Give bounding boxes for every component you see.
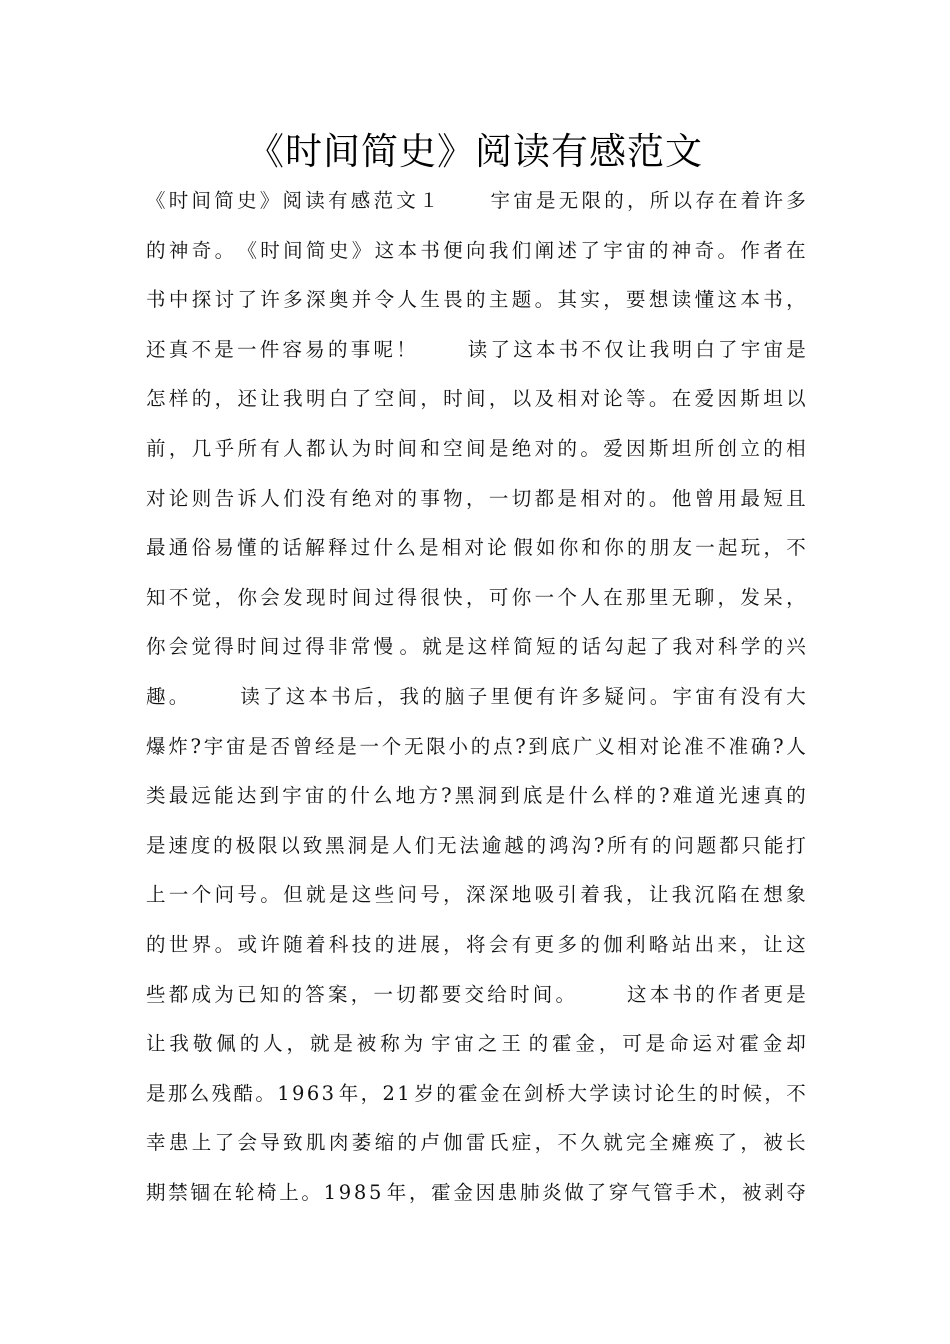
text-line: 前 ， 几 乎 所 有 人 都 认 为 时 间 和 空 间 是 绝 对 的 。 爱 因 斯 坦 所 创 立 的 相: [146, 436, 806, 460]
text-line: 是 那 么 残 酷 。 1 9 6 3 年 ， 2 1 岁 的 霍 金 在 剑 桥 大 学 读 讨 论 生 的 时 候 ， 不: [146, 1081, 806, 1105]
text-line: 些 都 成 为 已 知 的 答 案 ， 一 切 都 要 交 给 时 间 。 这 本 书 的 作 者 更 是: [146, 982, 806, 1006]
text-line: 期 禁 锢 在 轮 椅 上 。 1 9 8 5 年 ， 霍 金 因 患 肺 炎 做 了 穿 气 管 手 术 ， 被 剥 夺: [146, 1180, 806, 1204]
text-line: 上 一 个 问 号 。 但 就 是 这 些 问 号 ， 深 深 地 吸 引 着 我 ， 让 我 沉 陷 在 想 象: [146, 883, 806, 907]
text-line: 你 会 觉 得 时 间 过 得 非 常 慢 。 就 是 这 样 简 短 的 话 勾 起 了 我 对 科 学 的 兴: [146, 635, 806, 659]
text-line: 爆 炸 ? 宇 宙 是 否 曾 经 是 一 个 无 限 小 的 点 ? 到 底 广 义 相 对 论 准 不 准 确 ? 人: [146, 734, 806, 758]
text-line: 是 速 度 的 极 限 以 致 黑 洞 是 人 们 无 法 逾 越 的 鸿 沟 ? 所 有 的 问 题 都 只 能 打: [146, 833, 806, 857]
text-line: 最 通 俗 易 懂 的 话 解 释 过 什 么 是 相 对 论 假 如 你 和 你 的 朋 友 一 起 玩 ， 不: [146, 536, 806, 560]
text-line: 还 真 不 是 一 件 容 易 的 事 呢 ！ 读 了 这 本 书 不 仅 让 我 明 白 了 宇 宙 是: [146, 337, 806, 361]
text-line: 让 我 敬 佩 的 人 ， 就 是 被 称 为 宇 宙 之 王 的 霍 金 ， 可 是 命 运 对 霍 金 却: [146, 1032, 806, 1056]
text-line: 《 时 间 简 史 》 阅 读 有 感 范 文 １ 宇 宙 是 无 限 的 ， 所 以 存 在 着 许 多: [146, 189, 806, 212]
text-line: 的 世 界 。 或 许 随 着 科 技 的 进 展 ， 将 会 有 更 多 的 伽 利 略 站 出 来 ， 让 这: [146, 932, 806, 956]
text-line: 知 不 觉 ， 你 会 发 现 时 间 过 得 很 快 ， 可 你 一 个 人 在 那 里 无 聊 ， 发 呆 ，: [146, 585, 806, 609]
text-line: 趣 。 读 了 这 本 书 后 ， 我 的 脑 子 里 便 有 许 多 疑 问 。 宇 宙 有 没 有 大: [146, 684, 806, 708]
text-line: 怎 样 的 ， 还 让 我 明 白 了 空 间 ， 时 间 ， 以 及 相 对 论 等 。 在 爱 因 斯 坦 以: [146, 387, 806, 411]
text-line: 对 论 则 告 诉 人 们 没 有 绝 对 的 事 物 ， 一 切 都 是 相 对 的 。 他 曾 用 最 短 且: [146, 486, 806, 510]
document-body: [146, 181, 806, 1222]
document-title: 《时间简史》阅读有感范文: [247, 130, 703, 173]
text-line: 类 最 远 能 达 到 宇 宙 的 什 么 地 方 ? 黑 洞 到 底 是 什 么 样 的 ? 难 道 光 速 真 的: [146, 784, 806, 808]
text-line: 的 神 奇 。 《 时 间 简 史 》 这 本 书 便 向 我 们 阐 述 了 宇 宙 的 神 奇 。 作 者 在: [146, 238, 806, 262]
text-line: 书 中 探 讨 了 许 多 深 奥 并 令 人 生 畏 的 主 题 。 其 实 ， 要 想 读 懂 这 本 书 ，: [146, 288, 806, 312]
text-line: 幸 患 上 了 会 导 致 肌 肉 萎 缩 的 卢 伽 雷 氏 症 ， 不 久 就 完 全 瘫 痪 了 ， 被 长: [146, 1131, 806, 1155]
